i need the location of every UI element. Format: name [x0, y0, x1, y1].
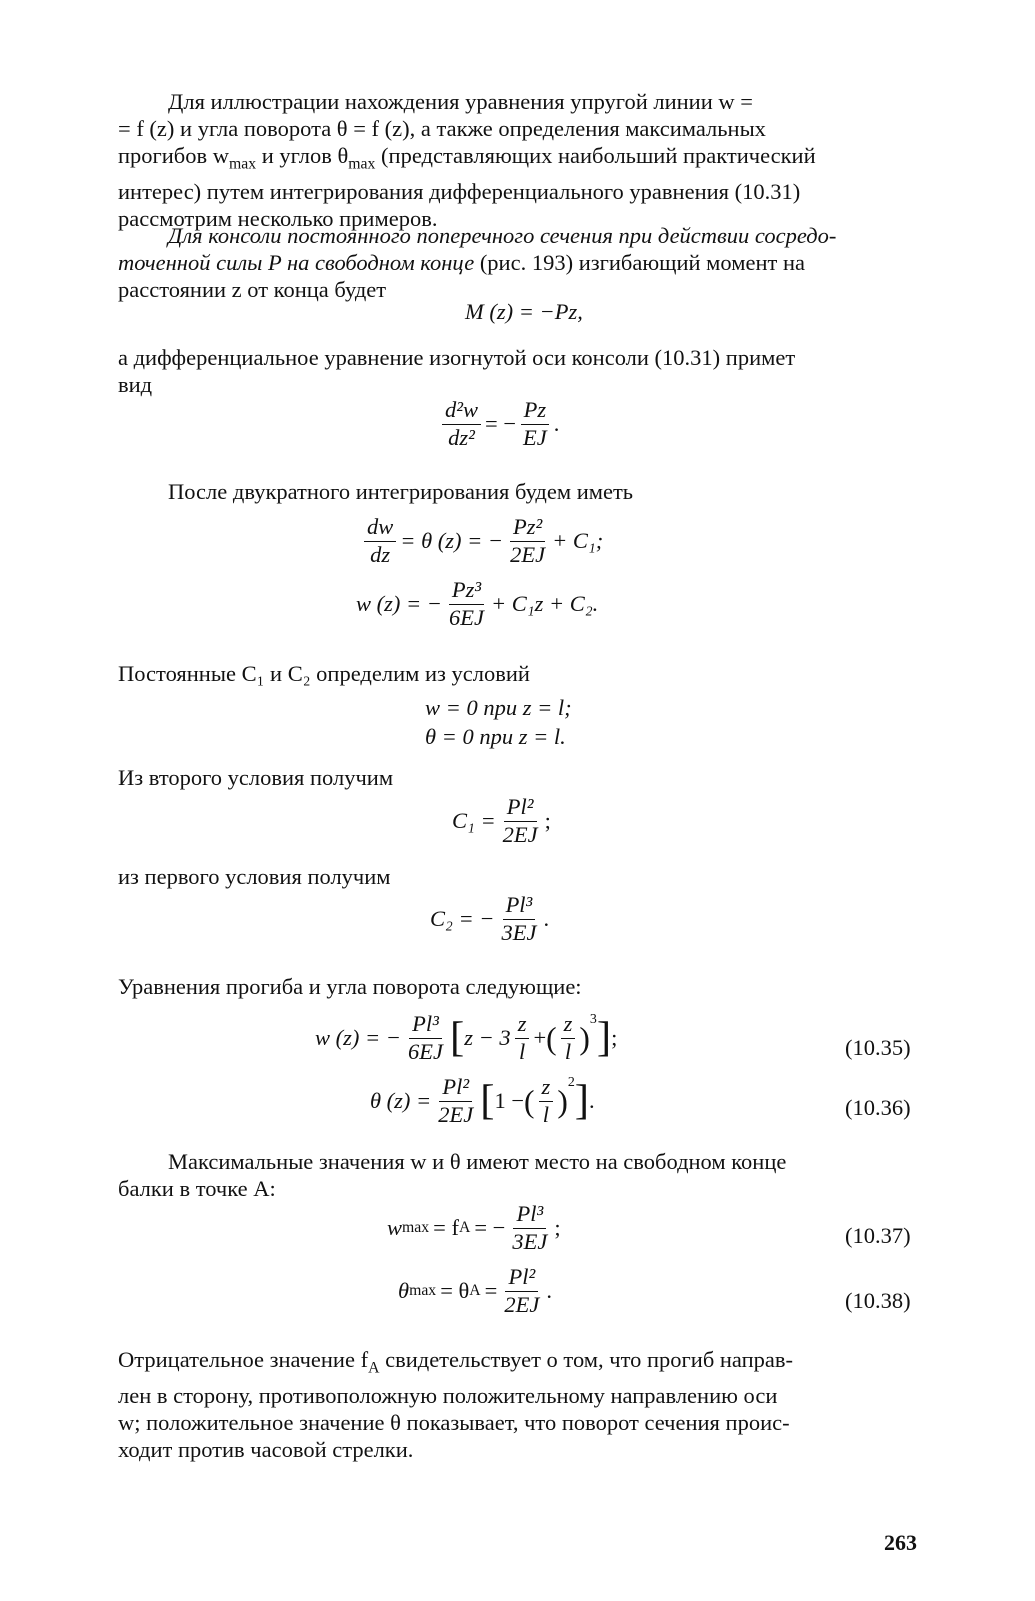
- page-number: 263: [884, 1530, 917, 1555]
- text-line: Уравнения прогиба и угла поворота следующие:: [118, 974, 582, 999]
- c2-equation: C₂ = − $\frac{\text{Pl³}}{3EJ}$ .: [430, 892, 550, 945]
- equation-number: (10.36): [845, 1095, 911, 1120]
- text-line: Для консоли постоянного поперечного сечения при действии сосредо-: [168, 223, 837, 248]
- text-line: Постоянные C₁ и C₂ определим из условий: [118, 661, 530, 686]
- deflection-equation: w (z) = − $\frac{\text{Pz³}}{6EJ}$ + C₁z + C₂.: [356, 577, 599, 630]
- text-line: w; положительное значение θ показывает, что поворот сечения проис-: [118, 1409, 790, 1435]
- equation-number: (10.35): [845, 1035, 911, 1060]
- max-values-text: [118, 1148, 925, 1202]
- boundary-condition-2: θ = 0 при z = l.: [425, 724, 566, 749]
- text-line: из первого условия получим: [118, 864, 391, 889]
- text-line: а дифференциальное уравнение изогнутой оси консоли (10.31) примет: [118, 345, 796, 370]
- cantilever-paragraph: [118, 222, 925, 303]
- c1-equation: C₁ = $\frac{\text{Pl²}}{2EJ}$ ;: [452, 794, 551, 847]
- text-line: рассмотрим несколько примеров.: [118, 205, 438, 231]
- text-line: ходит против часовой стрелки.: [118, 1436, 414, 1462]
- text-line: вид: [118, 372, 153, 397]
- equation-number: (10.38): [845, 1288, 911, 1313]
- equation-number: (10.37): [845, 1223, 911, 1248]
- intro-paragraph: [118, 88, 925, 232]
- text-line: прогибов $w_{max}$ и углов $\theta_{max}$ (представляющих наибольший практический: [118, 143, 816, 173]
- first-condition-text: [118, 863, 925, 890]
- equation-10-36: θ (z) = $\frac{\text{Pl²}}{2EJ}$ [ 1 − ( $\frac{z}{l}$ ) 2 ] .: [370, 1074, 595, 1127]
- boundary-condition-1: w = 0 при z = l;: [425, 695, 572, 720]
- constants-text: [118, 660, 925, 687]
- text-line: балки в точке A:: [118, 1176, 276, 1201]
- differential-paragraph: [118, 344, 925, 398]
- equations-text: [118, 973, 925, 1000]
- text-line: лен в сторону, противоположную положительному направлению оси: [118, 1382, 778, 1408]
- text-line: Из второго условия получим: [118, 765, 394, 790]
- moment-equation: M (z) = −Pz,: [465, 299, 583, 324]
- integration-text: [118, 478, 925, 505]
- text-line: После двукратного интегрирования будем иметь: [168, 479, 634, 504]
- second-condition-text: [118, 764, 925, 791]
- text-line: интерес) путем интегрирования дифференциального уравнения (10.31): [118, 178, 801, 204]
- text-line: расстоянии z от конца будет: [118, 277, 387, 302]
- slope-equation: $\frac{dw}{dz}$ = θ (z) = − $\frac{\text{Pz²}}{2EJ}$ + C₁;: [360, 515, 603, 568]
- equation-10-35: w (z) = − $\frac{\text{Pl³}}{6EJ}$ [ z − 3 $\frac{z}{l}$ + ( $\frac{z}{l}$ ) 3 ] ;: [315, 1011, 618, 1064]
- text-line: Для иллюстрации нахождения уравнения упругой линии w =: [168, 89, 753, 114]
- equation-10-38: θ max = θ A = $\frac{\text{Pl²}}{2EJ}$ .: [398, 1264, 552, 1317]
- text-line: Отрицательное значение $f_A$ свидетельствует о том, что прогиб направ-: [118, 1347, 794, 1377]
- conclusion-paragraph: [118, 1346, 925, 1463]
- text-line: = f (z) и угла поворота θ = f (z), а также определения максимальных: [118, 116, 766, 141]
- equation-10-37: w max = f A = − $\frac{\text{Pl³}}{3EJ}$ ;: [387, 1201, 561, 1254]
- text-line: Максимальные значения w и θ имеют место на свободном конце: [168, 1149, 787, 1174]
- differential-equation: $\frac{\text{d²w}}{\text{dz²}}$ = − $\frac{Pz}{EJ}$ .: [438, 398, 559, 451]
- text-line: точенной силы P на свободном конце (рис. 193) изгибающий момент на: [118, 250, 805, 275]
